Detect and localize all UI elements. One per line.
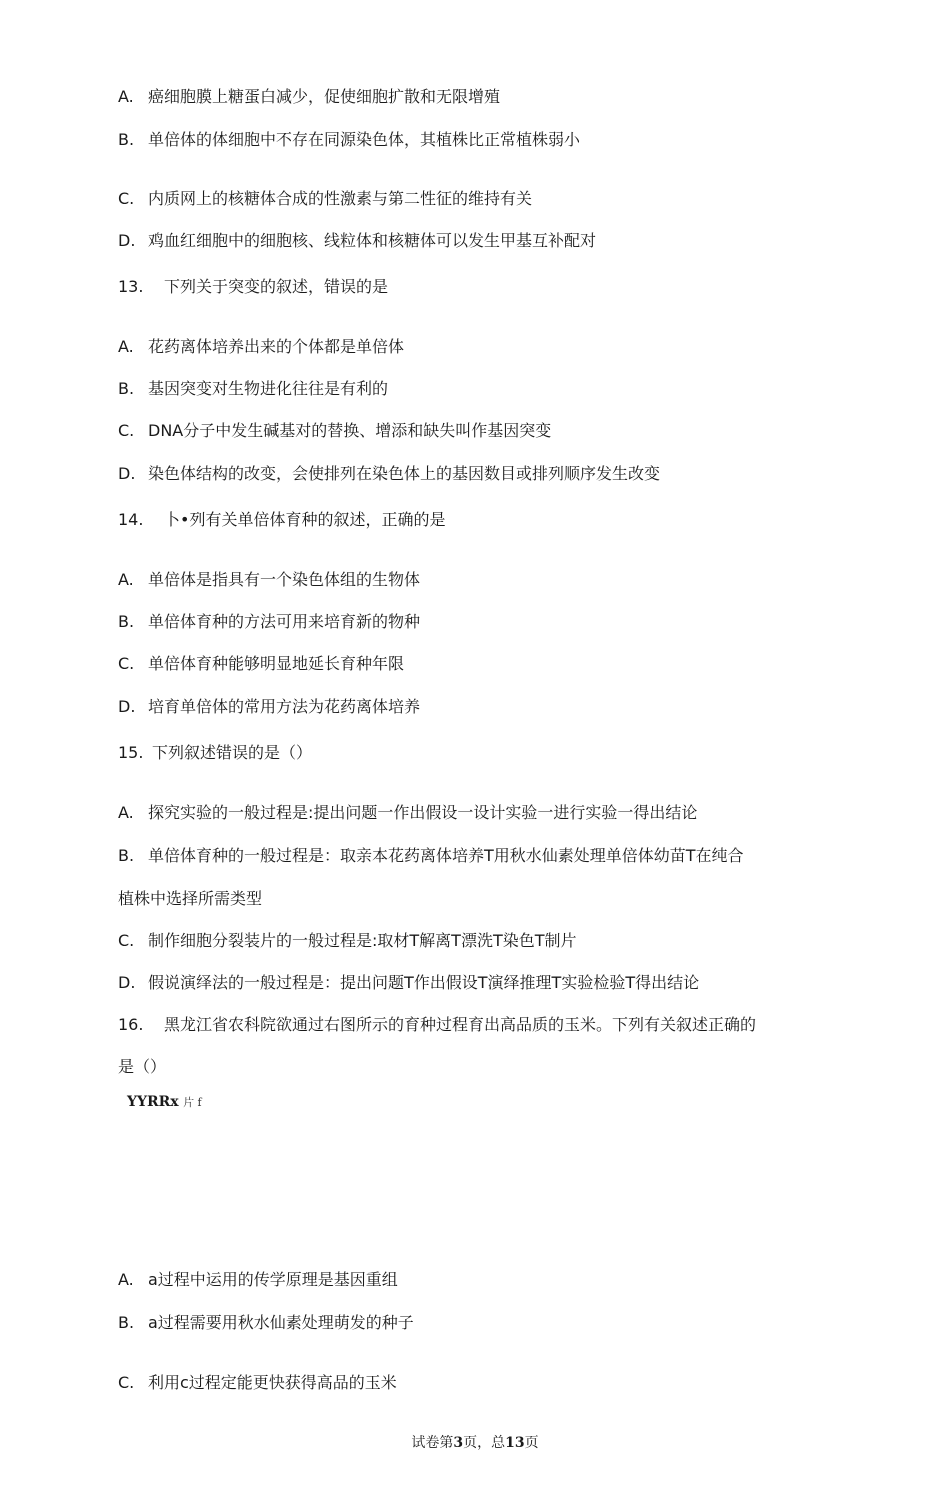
q12-option-d: D. 鸡血红细胞中的细胞核、线粒体和核糖体可以发生甲基互补配对 <box>118 231 597 250</box>
q12-option-a: A. 癌细胞膜上糖蛋白减少，促使细胞扩散和无限增殖 <box>118 87 501 106</box>
q14-option-a: A. 单倍体是指具有一个染色体组的生物体 <box>118 570 421 589</box>
current-page-number: 3 <box>453 1435 464 1451</box>
q14-option-d: D. 培育单倍体的常用方法为花药离体培养 <box>118 697 421 716</box>
q16-option-a: A. a过程中运用的传学原理是基因重组 <box>118 1270 398 1289</box>
genotype-label: YYRRx <box>127 1094 179 1110</box>
q16-option-c: C. 利用c过程定能更快获得高品的玉米 <box>118 1373 397 1392</box>
q14-stem: 14. 卜•列有关单倍体育种的叙述，正确的是 <box>118 510 446 529</box>
q13-option-b: B. 基因突变对生物进化往往是有利的 <box>118 379 389 398</box>
q15-option-a: A. 探究实验的一般过程是:提出问题一作出假设一设计实验一进行实验一得出结论 <box>118 803 698 822</box>
q14-option-c: C. 单倍体育种能够明显地延长育种年限 <box>118 654 405 673</box>
q14-option-b: B. 单倍体育种的方法可用来培育新的物种 <box>118 612 421 631</box>
q15-option-b: B. 单倍体育种的一般过程是：取亲本花药离体培养T用秋水仙素处理单倍体幼苗T在纯合 <box>118 846 744 865</box>
page-footer: 试卷第3页，总13页 <box>411 1435 539 1451</box>
q16-stem: 16. 黑龙江省农科院欲通过右图所示的育种过程育出高品质的玉米。下列有关叙述正确的 <box>118 1015 757 1034</box>
q13-option-d: D. 染色体结构的改变，会使排列在染色体上的基因数目或排列顺序发生改变 <box>118 464 661 483</box>
q16-stem-continued: 是（） <box>118 1057 167 1076</box>
q15-stem: 15. 下列叙述错误的是（） <box>118 743 313 762</box>
total-page-count: 13 <box>505 1435 525 1451</box>
q13-stem: 13. 下列关于突变的叙述，错误的是 <box>118 277 389 296</box>
q12-option-c: C. 内质网上的核糖体合成的性激素与第二性征的维持有关 <box>118 189 533 208</box>
q16-option-b: B. a过程需要用秋水仙素处理萌发的种子 <box>118 1313 414 1332</box>
figure-caption-fragment: 片 f <box>183 1096 202 1109</box>
q15-option-b-continued: 植株中选择所需类型 <box>118 889 263 908</box>
q13-option-c: C. DNA分子中发生碱基对的替换、增添和缺失叫作基因突变 <box>118 421 552 440</box>
q15-option-d: D. 假说演绎法的一般过程是：提出问题T作出假设T演绎推理T实验检验T得出结论 <box>118 973 700 992</box>
q12-option-b: B. 单倍体的体细胞中不存在同源染色体，其植株比正常植株弱小 <box>118 130 581 149</box>
q15-option-c: C. 制作细胞分裂装片的一般过程是:取材T解离T漂洗T染色T制片 <box>118 931 577 950</box>
q13-option-a: A. 花药离体培养出来的个体都是单倍体 <box>118 337 405 356</box>
breeding-diagram <box>127 1093 202 1112</box>
